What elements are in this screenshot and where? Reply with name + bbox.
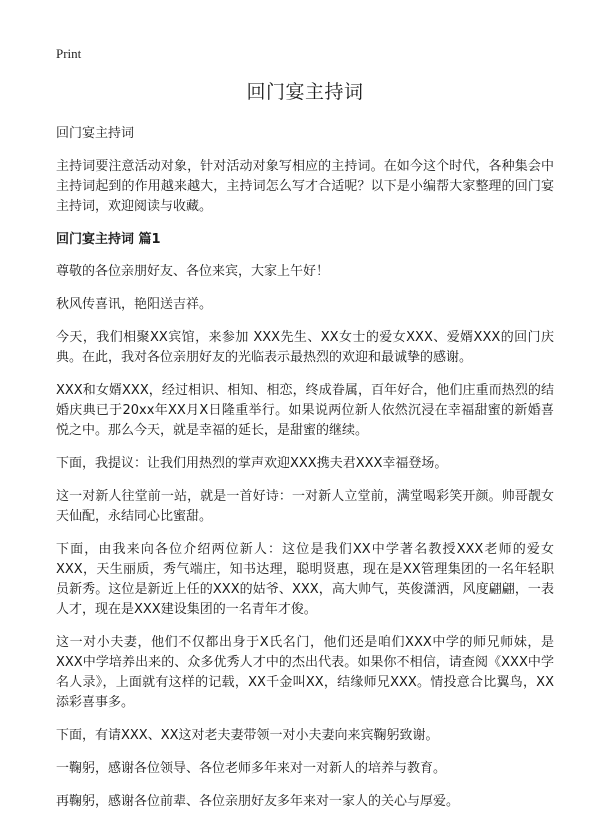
body-paragraph-opening: 秋风传喜讯，艳阳送吉祥。 [56,297,213,312]
body-paragraph-wedding: XXX和女婿XXX，经过相识、相知、相恋，终成眷属，百年好合，他们庄重而热烈的结婚庆典已于20xx年XX月X日隆重举行。如果说两位新人依然沉浸在幸福甜蜜的新婚喜悦之中。那么今天，就是幸福的延长，是甜蜜的继续。 [56,383,554,438]
section-heading: 回门宴主持词 篇1 [56,232,161,247]
print-link[interactable]: Print [56,46,82,61]
body-paragraph-greeting: 尊敬的各位亲朋好友、各位来宾，大家上午好！ [56,264,330,279]
body-paragraph-welcome: 今天，我们相聚XX宾馆，来参加 XXX先生、XX女士的爱女XXX、爱婿XXX的回门庆典。在此，我对各位亲朋好友的光临表示最热烈的欢迎和最诚挚的感谢。 [56,330,554,365]
body-paragraph-second-bow: 再鞠躬，感谢各位前辈、各位亲朋好友多年来对一家人的关心与厚爱。 [56,794,460,809]
document-subtitle: 回门宴主持词 [56,126,135,141]
body-paragraph-bow-invite: 下面，有请XXX、XX这对老夫妻带领一对小夫妻向来宾鞠躬致谢。 [56,728,439,743]
document-title: 回门宴主持词 [246,81,364,103]
body-paragraph-introduction: 下面，由我来向各位介绍两位新人：这位是我们XX中学著名教授XXX老师的爱女XXX，天生丽质，秀气端庄，知书达理，聪明贤惠，现在是XX管理集团的一名年轻职员新秀。这位是新近上任的XXX的姑爷、XXX，高大帅气，英俊潇洒，风度翩翩，一表人才，现在是XXX建设集团的一名青年才俊。 [56,542,554,617]
intro-paragraph: 主持词要注意活动对象，针对活动对象写相应的主持词。在如今这个时代，各种集会中主持词起到的作用越来越大，主持词怎么写才合适呢？以下是小编帮大家整理的回门宴主持词，欢迎阅读与收藏。 [56,159,554,214]
body-paragraph-entrance: 下面，我提议：让我们用热烈的掌声欢迎XXX携夫君XXX幸福登场。 [56,456,448,471]
body-paragraph-couple: 这一对小夫妻，他们不仅都出身于X氏名门，他们还是咱们XXX中学的师兄师妹，是XXX中学培养出来的、众多优秀人才中的杰出代表。如果你不相信，请查阅《XXX中学名人录》，上面就有这样的记载，XX千金叫XX，结缘师兄XXX。情投意合比翼鸟，XX添彩喜事多。 [56,635,554,710]
body-paragraph-first-bow: 一鞠躬，感谢各位领导、各位老师多年来对一对新人的培养与教育。 [56,761,447,776]
body-paragraph-poem: 这一对新人往堂前一站，就是一首好诗：一对新人立堂前，满堂喝彩笑开颜。帅哥靓女天仙配，永结同心比蜜甜。 [56,489,554,524]
